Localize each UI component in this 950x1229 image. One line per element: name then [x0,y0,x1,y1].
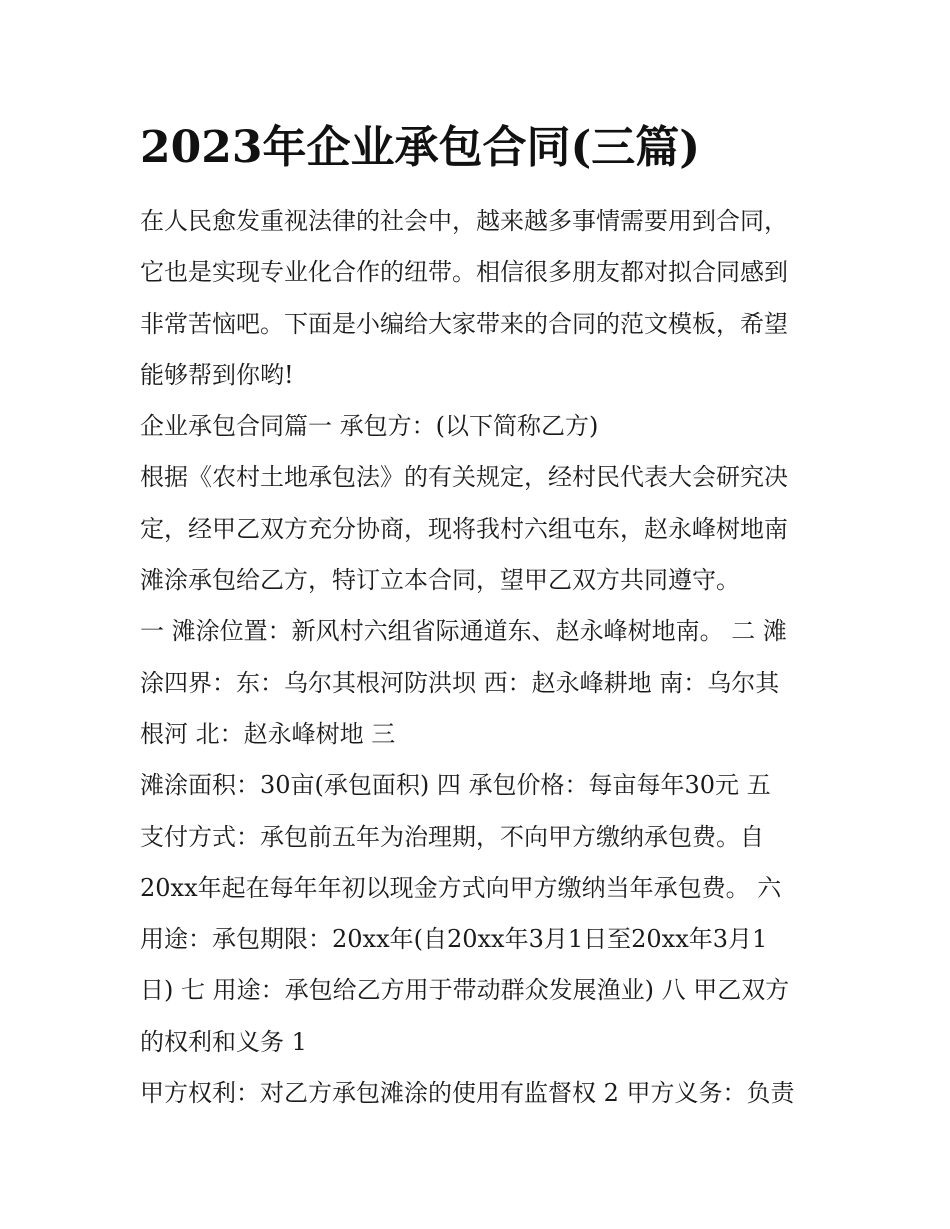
text-line: 支付方式：承包前五年为治理期，不向甲方缴纳承包费。自 [140,822,764,851]
text-line: 根据《农村土地承包法》的有关规定，经村民代表大会研究决 [140,463,788,492]
text-line: 的权利和义务 1 [140,1027,307,1056]
text-line: 日) 七 用途：承包给乙方用于带动群众发展渔业) 八 甲乙双方 [140,976,790,1005]
text-line: 20xx年起在每年年初以现金方式向甲方缴纳当年承包费。 六 [140,873,782,902]
document-body [140,196,820,1119]
text-line: 涂四界：东：乌尔其根河防洪坝 西：赵永峰耕地 南：乌尔其 [140,668,780,697]
text-line: 定，经甲乙双方充分协商，现将我村六组屯东，赵永峰树地南 [140,514,788,543]
document-title: 2023年企业承包合同(三篇) [140,122,701,173]
text-line: 滩涂面积：30亩(承包面积) 四 承包价格：每亩每年30元 五 [140,771,771,800]
text-line: 它也是实现专业化合作的纽带。相信很多朋友都对拟合同感到 [140,258,788,287]
text-line: 甲方权利：对乙方承包滩涂的使用有监督权 2 甲方义务：负责 [140,1079,795,1108]
text-line: 非常苦恼吧。下面是小编给大家带来的合同的范文模板，希望 [140,309,788,338]
text-line: 能够帮到你哟! [140,360,294,389]
text-line: 根河 北：赵永峰树地 三 [140,719,396,748]
text-line: 滩涂承包给乙方，特订立本合同，望甲乙双方共同遵守。 [140,566,740,595]
section-heading-line: 企业承包合同篇一 承包方：(以下简称乙方) [140,412,599,441]
text-line: 在人民愈发重视法律的社会中，越来越多事情需要用到合同， [140,207,788,235]
text-line: 一 滩涂位置：新风村六组省际通道东、赵永峰树地南。 二 滩 [140,617,787,646]
text-line: 用途：承包期限：20xx年(自20xx年3月1日至20xx年3月1 [140,925,768,954]
